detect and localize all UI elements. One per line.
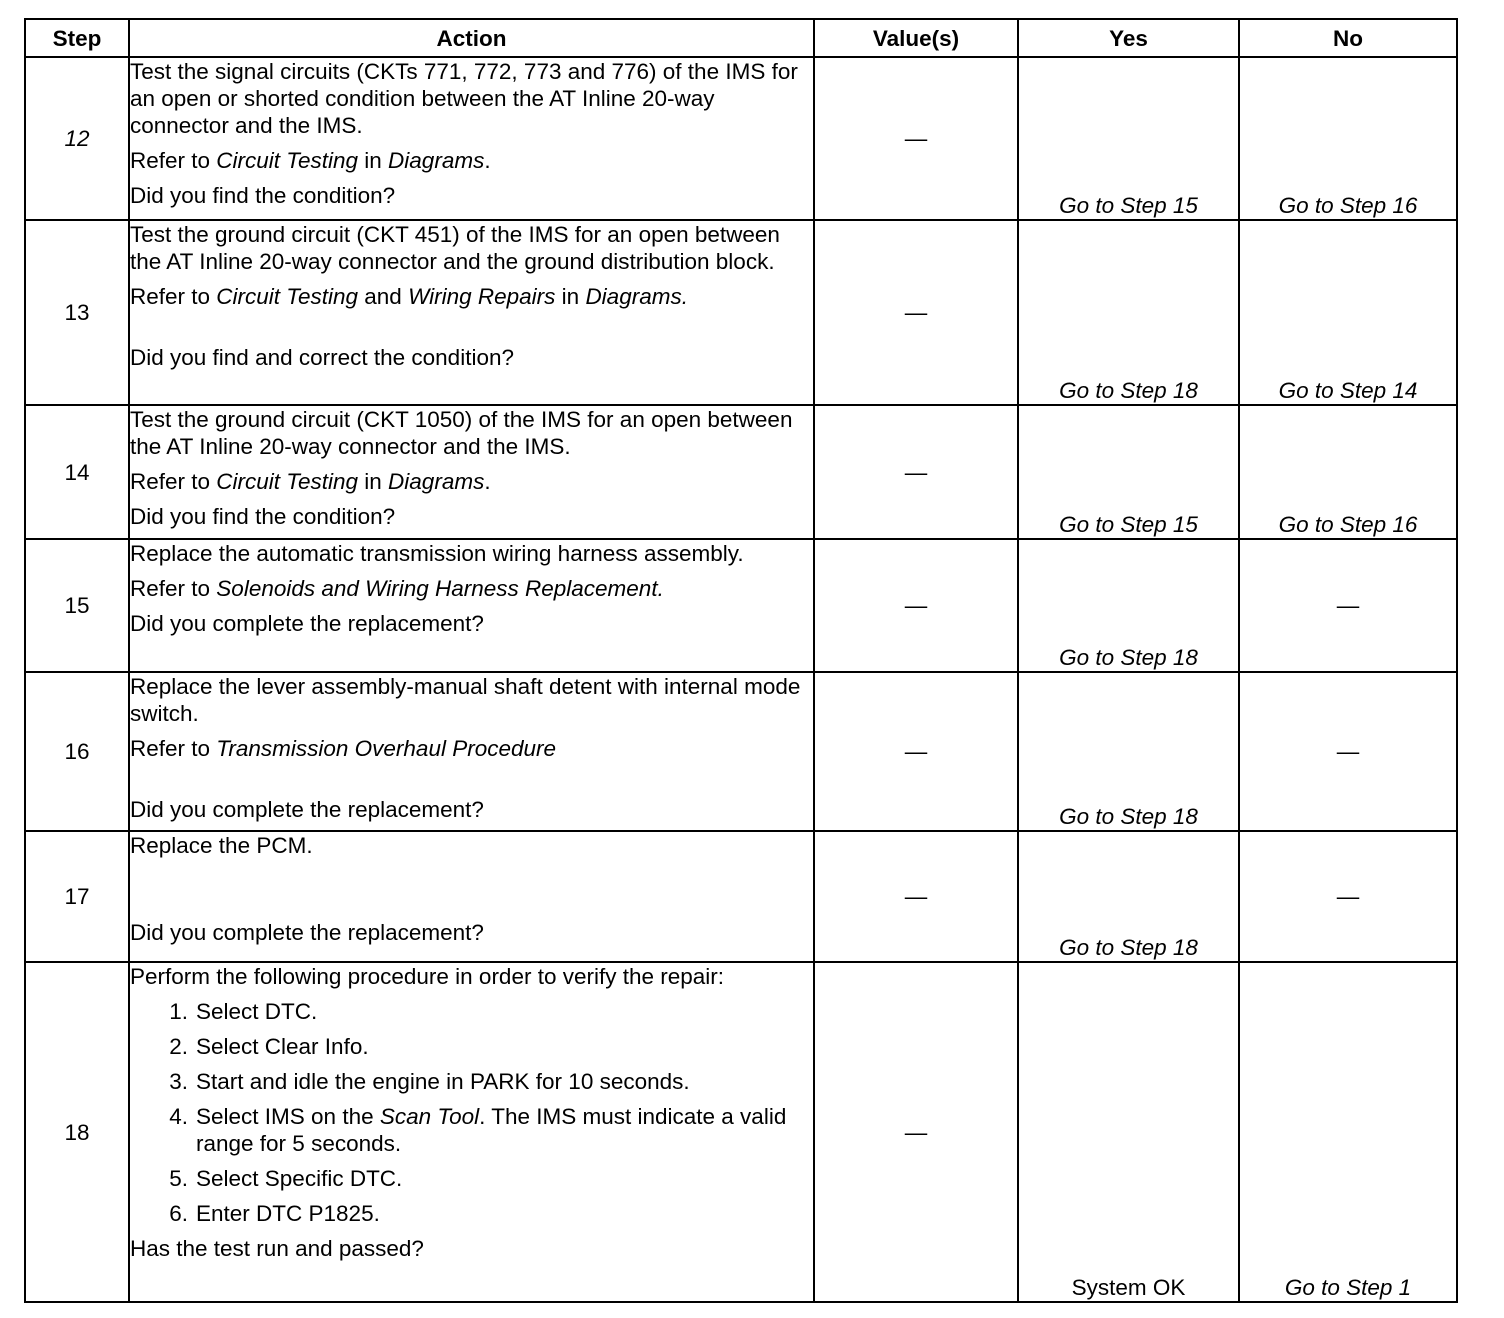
item-text: [196, 1103, 813, 1157]
refer-prefix: Refer to: [130, 469, 217, 494]
refer-end: .: [484, 148, 491, 173]
table-header-row: [25, 19, 1457, 57]
reference-overhaul-procedure: Transmission Overhaul Procedure: [216, 736, 557, 761]
no-goto: Go to Step 16: [1278, 512, 1418, 537]
value-cell: —: [814, 672, 1018, 831]
value-cell: —: [814, 539, 1018, 672]
refer-joiner: and: [358, 284, 409, 309]
action-question: Did you complete the replacement?: [130, 797, 484, 822]
header-yes: Yes: [1018, 19, 1239, 57]
yes-cell: [1018, 539, 1239, 672]
step-number: 16: [25, 672, 129, 831]
item-text: Select Clear Info.: [196, 1034, 369, 1059]
action-cell: [129, 962, 814, 1302]
action-instruction: Test the ground circuit (CKT 1050) of the IMS for an open between the AT Inline 20-way connector and the IMS.: [130, 407, 793, 459]
action-question: Did you complete the replacement?: [130, 611, 484, 636]
step-number: 12: [25, 57, 129, 220]
step-number: 13: [25, 220, 129, 405]
action-instruction: Replace the PCM.: [130, 833, 313, 858]
item-text: Start and idle the engine in PARK for 10 seconds.: [196, 1069, 690, 1094]
step-number: 14: [25, 405, 129, 539]
reference-diagrams: Diagrams: [388, 469, 485, 494]
step-number: 17: [25, 831, 129, 962]
table-row-step-13: [25, 220, 1457, 405]
action-instruction: Replace the lever assembly-manual shaft detent with internal mode switch.: [130, 674, 801, 726]
action-instruction: Replace the automatic transmission wiring harness assembly.: [130, 541, 744, 566]
spacer: [130, 318, 813, 344]
item-number: 3.: [169, 1069, 188, 1094]
diagnostic-table: [24, 18, 1458, 1303]
reference-diagrams: Diagrams.: [585, 284, 688, 309]
value-cell: —: [814, 962, 1018, 1302]
yes-cell: [1018, 220, 1239, 405]
reference-circuit-testing: Circuit Testing: [216, 148, 359, 173]
value-cell: —: [814, 405, 1018, 539]
action-question: Did you complete the replacement?: [130, 920, 484, 945]
table-row-step-18: [25, 962, 1457, 1302]
spacer: [130, 867, 813, 919]
yes-goto: Go to Step 18: [1059, 645, 1198, 670]
action-reference: [130, 147, 813, 174]
procedure-item: [130, 998, 813, 1025]
no-cell: [1239, 57, 1457, 220]
no-goto: Go to Step 14: [1278, 378, 1418, 403]
yes-cell: [1018, 831, 1239, 962]
action-instruction: Perform the following procedure in order to verify the repair:: [130, 964, 725, 989]
procedure-item: [130, 1033, 813, 1060]
refer-end: .: [484, 469, 491, 494]
action-cell: [129, 405, 814, 539]
header-step: Step: [25, 19, 129, 57]
value-cell: —: [814, 57, 1018, 220]
yes-cell: System OK: [1018, 962, 1239, 1302]
reference-circuit-testing: Circuit Testing: [216, 469, 359, 494]
spacer: [130, 770, 813, 796]
header-values: Value(s): [814, 19, 1018, 57]
no-goto: Go to Step 1: [1284, 1275, 1412, 1300]
refer-prefix: Refer to: [130, 576, 217, 601]
action-question: Did you find the condition?: [130, 183, 396, 208]
action-cell: [129, 539, 814, 672]
value-cell: —: [814, 831, 1018, 962]
procedure-list: [130, 998, 813, 1227]
refer-prefix: Refer to: [130, 736, 217, 761]
item-text: Select DTC.: [196, 999, 318, 1024]
action-cell: [129, 672, 814, 831]
refer-joiner: in: [358, 148, 389, 173]
action-reference: [130, 575, 813, 602]
item-number: 4.: [169, 1104, 188, 1129]
step-number: 18: [25, 962, 129, 1302]
procedure-item: [130, 1200, 813, 1227]
item-text-post: . The IMS must indicate a valid range for 5 seconds.: [196, 1104, 787, 1156]
refer-joiner: in: [358, 469, 389, 494]
item-number: 6.: [169, 1201, 188, 1226]
table-row-step-12: [25, 57, 1457, 220]
action-question: Did you find and correct the condition?: [130, 345, 514, 370]
table-row-step-16: [25, 672, 1457, 831]
yes-cell: [1018, 405, 1239, 539]
reference-scan-tool: Scan Tool: [379, 1104, 480, 1129]
action-cell: [129, 831, 814, 962]
reference-circuit-testing: Circuit Testing: [216, 284, 359, 309]
action-reference: [130, 735, 813, 762]
refer-joiner: in: [555, 284, 586, 309]
action-instruction: Test the ground circuit (CKT 451) of the IMS for an open between the AT Inline 20-way connector and the ground distribution block.: [130, 222, 780, 274]
yes-goto: Go to Step 18: [1059, 804, 1198, 829]
procedure-item: [130, 1103, 813, 1157]
value-cell: —: [814, 220, 1018, 405]
action-reference: [130, 468, 813, 495]
reference-diagrams: Diagrams: [388, 148, 485, 173]
action-cell: [129, 57, 814, 220]
no-cell: [1239, 405, 1457, 539]
reference-wiring-repairs: Wiring Repairs: [408, 284, 556, 309]
no-cell: —: [1239, 672, 1457, 831]
action-question: Has the test run and passed?: [130, 1236, 424, 1261]
procedure-item: [130, 1165, 813, 1192]
header-action: Action: [129, 19, 814, 57]
yes-cell: [1018, 57, 1239, 220]
yes-goto: Go to Step 15: [1059, 512, 1198, 537]
header-no: No: [1239, 19, 1457, 57]
item-number: 2.: [169, 1034, 188, 1059]
no-cell: [1239, 962, 1457, 1302]
yes-goto: Go to Step 15: [1059, 193, 1198, 218]
item-text: Select Specific DTC.: [196, 1166, 403, 1191]
yes-cell: [1018, 672, 1239, 831]
table-row-step-14: [25, 405, 1457, 539]
item-text-pre: Select IMS on the: [196, 1104, 380, 1129]
action-question: Did you find the condition?: [130, 504, 396, 529]
yes-goto: Go to Step 18: [1059, 378, 1198, 403]
no-goto: Go to Step 16: [1278, 193, 1418, 218]
item-text: Enter DTC P1825.: [196, 1201, 380, 1226]
action-reference: [130, 283, 813, 310]
step-number: 15: [25, 539, 129, 672]
action-cell: [129, 220, 814, 405]
no-cell: [1239, 220, 1457, 405]
table-row-step-15: [25, 539, 1457, 672]
reference-solenoids-harness: Solenoids and Wiring Harness Replacement.: [216, 576, 664, 601]
no-cell: —: [1239, 831, 1457, 962]
refer-prefix: Refer to: [130, 148, 217, 173]
no-cell: —: [1239, 539, 1457, 672]
action-instruction: Test the signal circuits (CKTs 771, 772, 773 and 776) of the IMS for an open or shorted condition between the AT Inline 20-way connector and the IMS.: [130, 59, 798, 138]
yes-goto: Go to Step 18: [1059, 935, 1198, 960]
procedure-item: [130, 1068, 813, 1095]
table-row-step-17: [25, 831, 1457, 962]
refer-prefix: Refer to: [130, 284, 217, 309]
item-number: 1.: [169, 999, 188, 1024]
item-number: 5.: [169, 1166, 188, 1191]
